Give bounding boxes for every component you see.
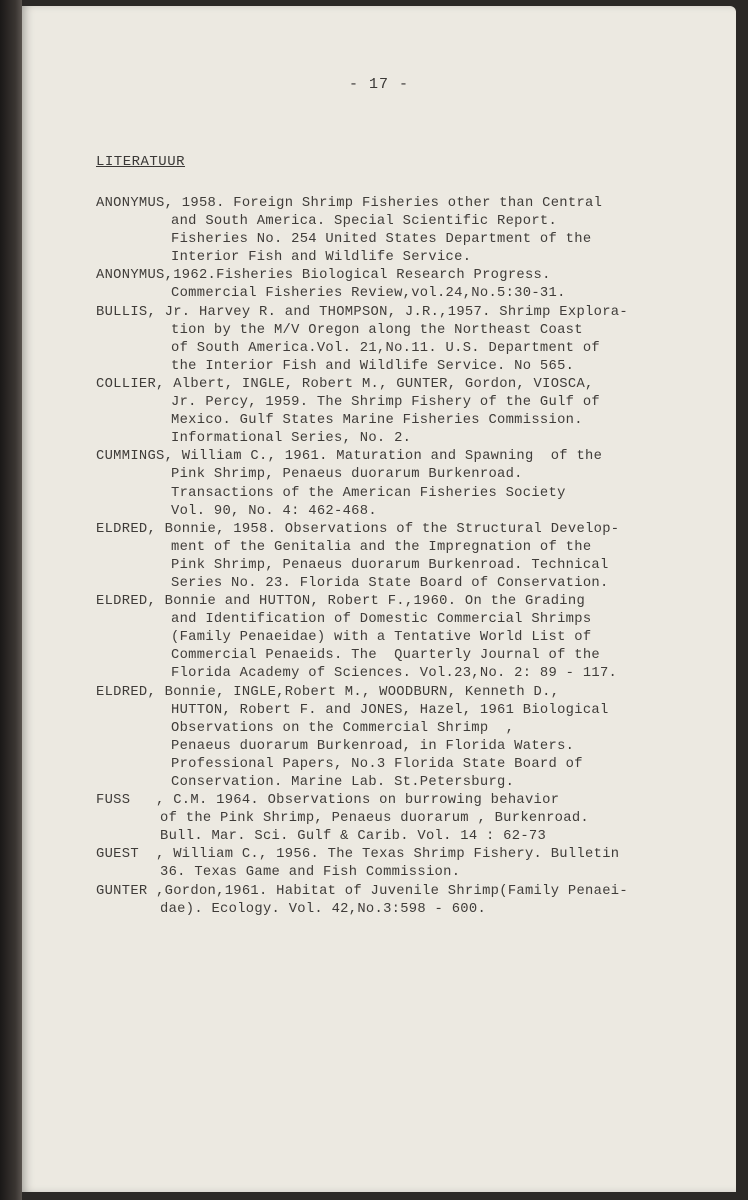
reference-entry (96, 792, 696, 846)
page-number: - 17 - (348, 76, 409, 93)
reference-first-line: ANONYMUS, 1958. Foreign Shrimp Fisheries other than Central (96, 196, 603, 211)
reference-first-line: ELDRED, Bonnie and HUTTON, Robert F.,1960. On the Grading (96, 594, 586, 610)
reference-continuation-line: Penaeus duorarum Burkenroad, in Florida Waters. (171, 738, 575, 754)
reference-entry (96, 521, 696, 593)
reference-entry (96, 846, 696, 882)
reference-first-line: ELDRED, Bonnie, INGLE,Robert M., WOODBURN, Kenneth D., (96, 684, 560, 700)
reference-entry (96, 593, 696, 683)
reference-continuation-line: HUTTON, Robert F. and JONES, Hazel, 1961 Biological (171, 702, 609, 718)
reference-continuation-line: 36. Texas Game and Fish Commission. (160, 865, 461, 881)
reference-continuation-line: Informational Series, No. 2. (171, 431, 412, 447)
reference-continuation-line: Commercial Fisheries Review,vol.24,No.5:30-31. (171, 286, 566, 302)
reference-first-line: FUSS , C.M. 1964. Observations on burrowing behavior (96, 793, 560, 809)
reference-continuation-line: the Interior Fish and Wildlife Service. No 565. (171, 358, 575, 374)
section-title: LITERATUUR (96, 154, 186, 170)
reference-first-line: BULLIS, Jr. Harvey R. and THOMPSON, J.R.,1957. Shrimp Explora- (96, 304, 628, 320)
reference-continuation-line: Conservation. Marine Lab. St.Petersburg. (171, 775, 515, 790)
reference-entry (96, 448, 696, 520)
reference-entry (96, 376, 696, 448)
reference-continuation-line: Vol. 90, No. 4: 462-468. (171, 503, 377, 519)
reference-continuation-line: and Identification of Domestic Commercial Shrimps (171, 612, 592, 628)
reference-continuation-line: and South America. Special Scientific Report. (171, 214, 558, 230)
reference-continuation-line: Mexico. Gulf States Marine Fisheries Commission. (171, 413, 583, 429)
reference-first-line: ANONYMUS,1962.Fisheries Biological Research Progress. (96, 268, 551, 284)
reference-continuation-line: tion by the M/V Oregon along the Northeast Coast (171, 322, 583, 338)
reference-list (96, 195, 696, 919)
reference-first-line: ELDRED, Bonnie, 1958. Observations of the Structural Develop- (96, 521, 620, 537)
reference-continuation-line: Pink Shrimp, Penaeus duorarum Burkenroad. Technical (171, 557, 609, 573)
book-spine-shadow (0, 0, 22, 1200)
reference-first-line: GUEST , William C., 1956. The Texas Shrimp Fishery. Bulletin (96, 847, 620, 863)
document-page (22, 6, 736, 1192)
reference-continuation-line: Interior Fish and Wildlife Service. (171, 250, 472, 266)
reference-continuation-line: Jr. Percy, 1959. The Shrimp Fishery of the Gulf of (171, 395, 600, 411)
reference-continuation-line: of the Pink Shrimp, Penaeus duorarum , Burkenroad. (160, 811, 589, 827)
reference-continuation-line: dae). Ecology. Vol. 42,No.3:598 - 600. (160, 901, 487, 917)
reference-continuation-line: Bull. Mar. Sci. Gulf & Carib. Vol. 14 : 62-73 (160, 829, 547, 845)
reference-continuation-line: Florida Academy of Sciences. Vol.23,No. 2: 89 - 117. (171, 666, 618, 682)
reference-entry (96, 267, 696, 303)
reference-continuation-line: (Family Penaeidae) with a Tentative World List of (171, 630, 592, 646)
reference-continuation-line: Transactions of the American Fisheries Society (171, 485, 566, 501)
reference-entry (96, 684, 696, 793)
reference-first-line: CUMMINGS, William C., 1961. Maturation and Spawning of the (96, 449, 603, 465)
reference-entry (96, 304, 696, 376)
reference-continuation-line: Pink Shrimp, Penaeus duorarum Burkenroad. (171, 467, 523, 483)
reference-continuation-line: Fisheries No. 254 United States Department of the (171, 232, 592, 248)
reference-continuation-line: Observations on the Commercial Shrimp , (171, 720, 515, 736)
reference-continuation-line: of South America.Vol. 21,No.11. U.S. Department of (171, 340, 600, 356)
reference-entry (96, 195, 696, 267)
reference-continuation-line: Series No. 23. Florida State Board of Conservation. (171, 575, 609, 591)
reference-first-line: COLLIER, Albert, INGLE, Robert M., GUNTER, Gordon, VIOSCA, (96, 376, 594, 392)
reference-entry (96, 883, 696, 919)
reference-continuation-line: Commercial Penaeids. The Quarterly Journal of the (171, 648, 600, 664)
reference-continuation-line: Professional Papers, No.3 Florida State Board of (171, 756, 583, 772)
reference-continuation-line: ment of the Genitalia and the Impregnation of the (171, 539, 592, 555)
reference-first-line: GUNTER ,Gordon,1961. Habitat of Juvenile Shrimp(Family Penaei- (96, 883, 628, 899)
